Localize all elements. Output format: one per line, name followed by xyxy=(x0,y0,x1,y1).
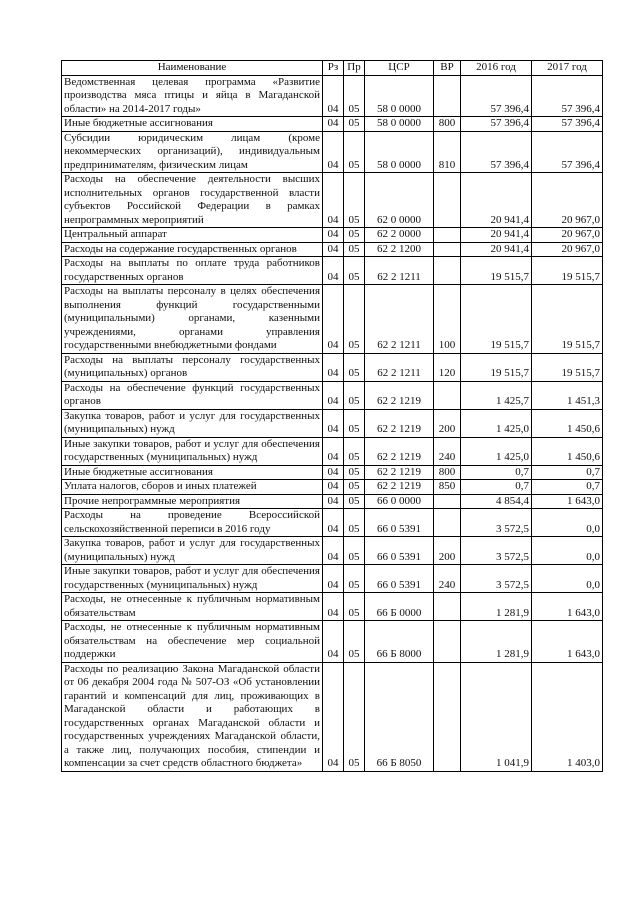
cell-rz: 04 xyxy=(323,131,344,173)
cell-pr: 05 xyxy=(344,662,365,771)
table-row xyxy=(62,173,603,228)
cell-2016: 3 572,5 xyxy=(461,565,532,593)
table-row xyxy=(62,409,603,437)
cell-2016: 1 425,0 xyxy=(461,437,532,465)
table-row xyxy=(62,494,603,509)
cell-name: Расходы на выплаты по оплате труда работников государственных органов xyxy=(62,257,323,285)
header-2016: 2016 год xyxy=(461,61,532,76)
cell-vr xyxy=(434,621,461,663)
cell-pr: 05 xyxy=(344,565,365,593)
cell-2016: 0,7 xyxy=(461,480,532,495)
cell-name: Иные бюджетные ассигнования xyxy=(62,117,323,132)
cell-rz: 04 xyxy=(323,537,344,565)
cell-2016: 19 515,7 xyxy=(461,285,532,354)
cell-rz: 04 xyxy=(323,494,344,509)
table-row xyxy=(62,257,603,285)
cell-rz: 04 xyxy=(323,409,344,437)
cell-csr: 66 Б 8050 xyxy=(365,662,434,771)
cell-vr xyxy=(434,257,461,285)
cell-pr: 05 xyxy=(344,131,365,173)
cell-name: Расходы по реализацию Закона Магаданской области от 06 декабря 2004 года № 507-ОЗ «Об установлении гарантий и компенсаций для лиц, проживающих в Магаданской области и работающих в государственных органах Магаданской области и государственных учреждениях Магаданской области, а также лиц, получающих пособия, стипендии и компенсации за счет средств областного бюджета» xyxy=(62,662,323,771)
cell-pr: 05 xyxy=(344,437,365,465)
cell-vr: 200 xyxy=(434,409,461,437)
cell-vr xyxy=(434,509,461,537)
table-row xyxy=(62,117,603,132)
cell-2016: 1 425,7 xyxy=(461,381,532,409)
table-row xyxy=(62,537,603,565)
cell-csr: 62 2 1219 xyxy=(365,381,434,409)
cell-2016: 1 281,9 xyxy=(461,621,532,663)
table-row xyxy=(62,662,603,771)
cell-pr: 05 xyxy=(344,593,365,621)
cell-vr xyxy=(434,173,461,228)
cell-name: Расходы, не отнесенные к публичным нормативным обязательствам xyxy=(62,593,323,621)
cell-2016: 1 425,0 xyxy=(461,409,532,437)
cell-2016: 20 941,4 xyxy=(461,242,532,257)
cell-pr: 05 xyxy=(344,242,365,257)
cell-2016: 4 854,4 xyxy=(461,494,532,509)
cell-2016: 57 396,4 xyxy=(461,117,532,132)
cell-2017: 0,0 xyxy=(532,509,603,537)
table-header-row xyxy=(62,61,603,76)
cell-vr: 800 xyxy=(434,465,461,480)
cell-name: Закупка товаров, работ и услуг для государственных (муниципальных) нужд xyxy=(62,537,323,565)
cell-vr xyxy=(434,593,461,621)
cell-2017: 1 451,3 xyxy=(532,381,603,409)
cell-name: Закупка товаров, работ и услуг для государственных (муниципальных) нужд xyxy=(62,409,323,437)
cell-pr: 05 xyxy=(344,75,365,117)
cell-pr: 05 xyxy=(344,228,365,243)
cell-rz: 04 xyxy=(323,465,344,480)
cell-name: Прочие непрограммные мероприятия xyxy=(62,494,323,509)
cell-2017: 0,0 xyxy=(532,537,603,565)
cell-2016: 20 941,4 xyxy=(461,228,532,243)
cell-vr: 120 xyxy=(434,353,461,381)
cell-vr xyxy=(434,75,461,117)
cell-csr: 62 2 1219 xyxy=(365,480,434,495)
cell-pr: 05 xyxy=(344,621,365,663)
cell-2017: 1 643,0 xyxy=(532,621,603,663)
cell-vr: 810 xyxy=(434,131,461,173)
cell-rz: 04 xyxy=(323,257,344,285)
cell-rz: 04 xyxy=(323,242,344,257)
table-row xyxy=(62,509,603,537)
cell-rz: 04 xyxy=(323,565,344,593)
cell-csr: 62 0 0000 xyxy=(365,173,434,228)
cell-vr xyxy=(434,381,461,409)
cell-name: Иные закупки товаров, работ и услуг для обеспечения государственных (муниципальных) нужд xyxy=(62,565,323,593)
cell-2016: 19 515,7 xyxy=(461,353,532,381)
cell-2016: 1 041,9 xyxy=(461,662,532,771)
cell-pr: 05 xyxy=(344,494,365,509)
cell-rz: 04 xyxy=(323,75,344,117)
table-row xyxy=(62,228,603,243)
cell-csr: 58 0 0000 xyxy=(365,131,434,173)
cell-2017: 20 967,0 xyxy=(532,228,603,243)
cell-name: Расходы на выплаты персоналу государственных (муниципальных) органов xyxy=(62,353,323,381)
cell-pr: 05 xyxy=(344,537,365,565)
cell-vr xyxy=(434,228,461,243)
cell-csr: 62 2 0000 xyxy=(365,228,434,243)
cell-pr: 05 xyxy=(344,173,365,228)
header-name: Наименование xyxy=(62,61,323,76)
cell-pr: 05 xyxy=(344,465,365,480)
cell-vr xyxy=(434,242,461,257)
budget-document xyxy=(61,60,602,772)
cell-name: Расходы, не отнесенные к публичным нормативным обязательствам на обеспечение мер социальной поддержки xyxy=(62,621,323,663)
cell-2017: 0,7 xyxy=(532,480,603,495)
cell-vr xyxy=(434,494,461,509)
cell-vr: 100 xyxy=(434,285,461,354)
cell-csr: 66 0 5391 xyxy=(365,509,434,537)
cell-pr: 05 xyxy=(344,117,365,132)
cell-2017: 19 515,7 xyxy=(532,353,603,381)
table-row xyxy=(62,75,603,117)
cell-csr: 66 Б 8000 xyxy=(365,621,434,663)
cell-csr: 58 0 0000 xyxy=(365,75,434,117)
table-row xyxy=(62,621,603,663)
header-2017: 2017 год xyxy=(532,61,603,76)
cell-2016: 0,7 xyxy=(461,465,532,480)
cell-2017: 20 967,0 xyxy=(532,242,603,257)
budget-table xyxy=(61,60,603,772)
cell-name: Расходы на обеспечение функций государственных органов xyxy=(62,381,323,409)
cell-2017: 19 515,7 xyxy=(532,257,603,285)
header-pr: Пр xyxy=(344,61,365,76)
cell-vr xyxy=(434,662,461,771)
cell-name: Расходы на выплаты персоналу в целях обеспечения выполнения функций государственными (муниципальными) органами, казенными учреждениями, органами управления государственными внебюджетными фондами xyxy=(62,285,323,354)
cell-name: Иные бюджетные ассигнования xyxy=(62,465,323,480)
cell-rz: 04 xyxy=(323,437,344,465)
cell-rz: 04 xyxy=(323,353,344,381)
cell-name: Уплата налогов, сборов и иных платежей xyxy=(62,480,323,495)
cell-csr: 62 2 1219 xyxy=(365,437,434,465)
cell-2017: 1 403,0 xyxy=(532,662,603,771)
cell-csr: 62 2 1200 xyxy=(365,242,434,257)
header-vr: ВР xyxy=(434,61,461,76)
cell-name: Расходы на обеспечение деятельности высших исполнительных органов государственной власти субъектов Российской Федерации в рамках непрограммных мероприятий xyxy=(62,173,323,228)
cell-2017: 20 967,0 xyxy=(532,173,603,228)
cell-csr: 62 2 1211 xyxy=(365,353,434,381)
header-rz: Рз xyxy=(323,61,344,76)
table-row xyxy=(62,285,603,354)
cell-2016: 3 572,5 xyxy=(461,537,532,565)
cell-pr: 05 xyxy=(344,285,365,354)
cell-2017: 1 643,0 xyxy=(532,494,603,509)
cell-rz: 04 xyxy=(323,117,344,132)
cell-2017: 57 396,4 xyxy=(532,117,603,132)
cell-rz: 04 xyxy=(323,285,344,354)
cell-vr: 850 xyxy=(434,480,461,495)
cell-2017: 57 396,4 xyxy=(532,131,603,173)
cell-name: Расходы на содержание государственных органов xyxy=(62,242,323,257)
cell-pr: 05 xyxy=(344,480,365,495)
cell-2017: 19 515,7 xyxy=(532,285,603,354)
cell-csr: 66 0 5391 xyxy=(365,565,434,593)
cell-csr: 58 0 0000 xyxy=(365,117,434,132)
cell-rz: 04 xyxy=(323,480,344,495)
cell-rz: 04 xyxy=(323,173,344,228)
cell-csr: 62 2 1219 xyxy=(365,409,434,437)
cell-name: Расходы на проведение Всероссийской сельскохозяйственной переписи в 2016 году xyxy=(62,509,323,537)
cell-name: Субсидии юридическим лицам (кроме некоммерческих организаций), индивидуальным предпринимателям, физическим лицам xyxy=(62,131,323,173)
table-row xyxy=(62,381,603,409)
cell-csr: 66 0 0000 xyxy=(365,494,434,509)
cell-2017: 57 396,4 xyxy=(532,75,603,117)
cell-name: Ведомственная целевая программа «Развитие производства мяса птицы и яйца в Магаданской области» на 2014-2017 годы» xyxy=(62,75,323,117)
header-csr: ЦСР xyxy=(365,61,434,76)
cell-2016: 57 396,4 xyxy=(461,131,532,173)
cell-pr: 05 xyxy=(344,381,365,409)
cell-2016: 3 572,5 xyxy=(461,509,532,537)
cell-pr: 05 xyxy=(344,409,365,437)
cell-pr: 05 xyxy=(344,353,365,381)
table-row xyxy=(62,565,603,593)
cell-rz: 04 xyxy=(323,593,344,621)
table-row xyxy=(62,353,603,381)
cell-csr: 62 2 1211 xyxy=(365,257,434,285)
cell-2017: 1 450,6 xyxy=(532,437,603,465)
table-row xyxy=(62,242,603,257)
cell-vr: 240 xyxy=(434,565,461,593)
cell-pr: 05 xyxy=(344,509,365,537)
cell-rz: 04 xyxy=(323,662,344,771)
cell-rz: 04 xyxy=(323,228,344,243)
table-row xyxy=(62,131,603,173)
cell-2017: 1 450,6 xyxy=(532,409,603,437)
cell-2017: 0,0 xyxy=(532,565,603,593)
cell-rz: 04 xyxy=(323,509,344,537)
cell-2017: 0,7 xyxy=(532,465,603,480)
cell-pr: 05 xyxy=(344,257,365,285)
cell-2016: 20 941,4 xyxy=(461,173,532,228)
cell-csr: 62 2 1211 xyxy=(365,285,434,354)
cell-name: Центральный аппарат xyxy=(62,228,323,243)
cell-2016: 19 515,7 xyxy=(461,257,532,285)
cell-name: Иные закупки товаров, работ и услуг для обеспечения государственных (муниципальных) нужд xyxy=(62,437,323,465)
cell-csr: 62 2 1219 xyxy=(365,465,434,480)
cell-vr: 800 xyxy=(434,117,461,132)
table-row xyxy=(62,437,603,465)
cell-csr: 66 0 5391 xyxy=(365,537,434,565)
cell-2016: 1 281,9 xyxy=(461,593,532,621)
table-row xyxy=(62,480,603,495)
cell-vr: 200 xyxy=(434,537,461,565)
cell-2017: 1 643,0 xyxy=(532,593,603,621)
cell-vr: 240 xyxy=(434,437,461,465)
cell-rz: 04 xyxy=(323,381,344,409)
table-row xyxy=(62,465,603,480)
cell-2016: 57 396,4 xyxy=(461,75,532,117)
cell-rz: 04 xyxy=(323,621,344,663)
cell-csr: 66 Б 0000 xyxy=(365,593,434,621)
table-row xyxy=(62,593,603,621)
